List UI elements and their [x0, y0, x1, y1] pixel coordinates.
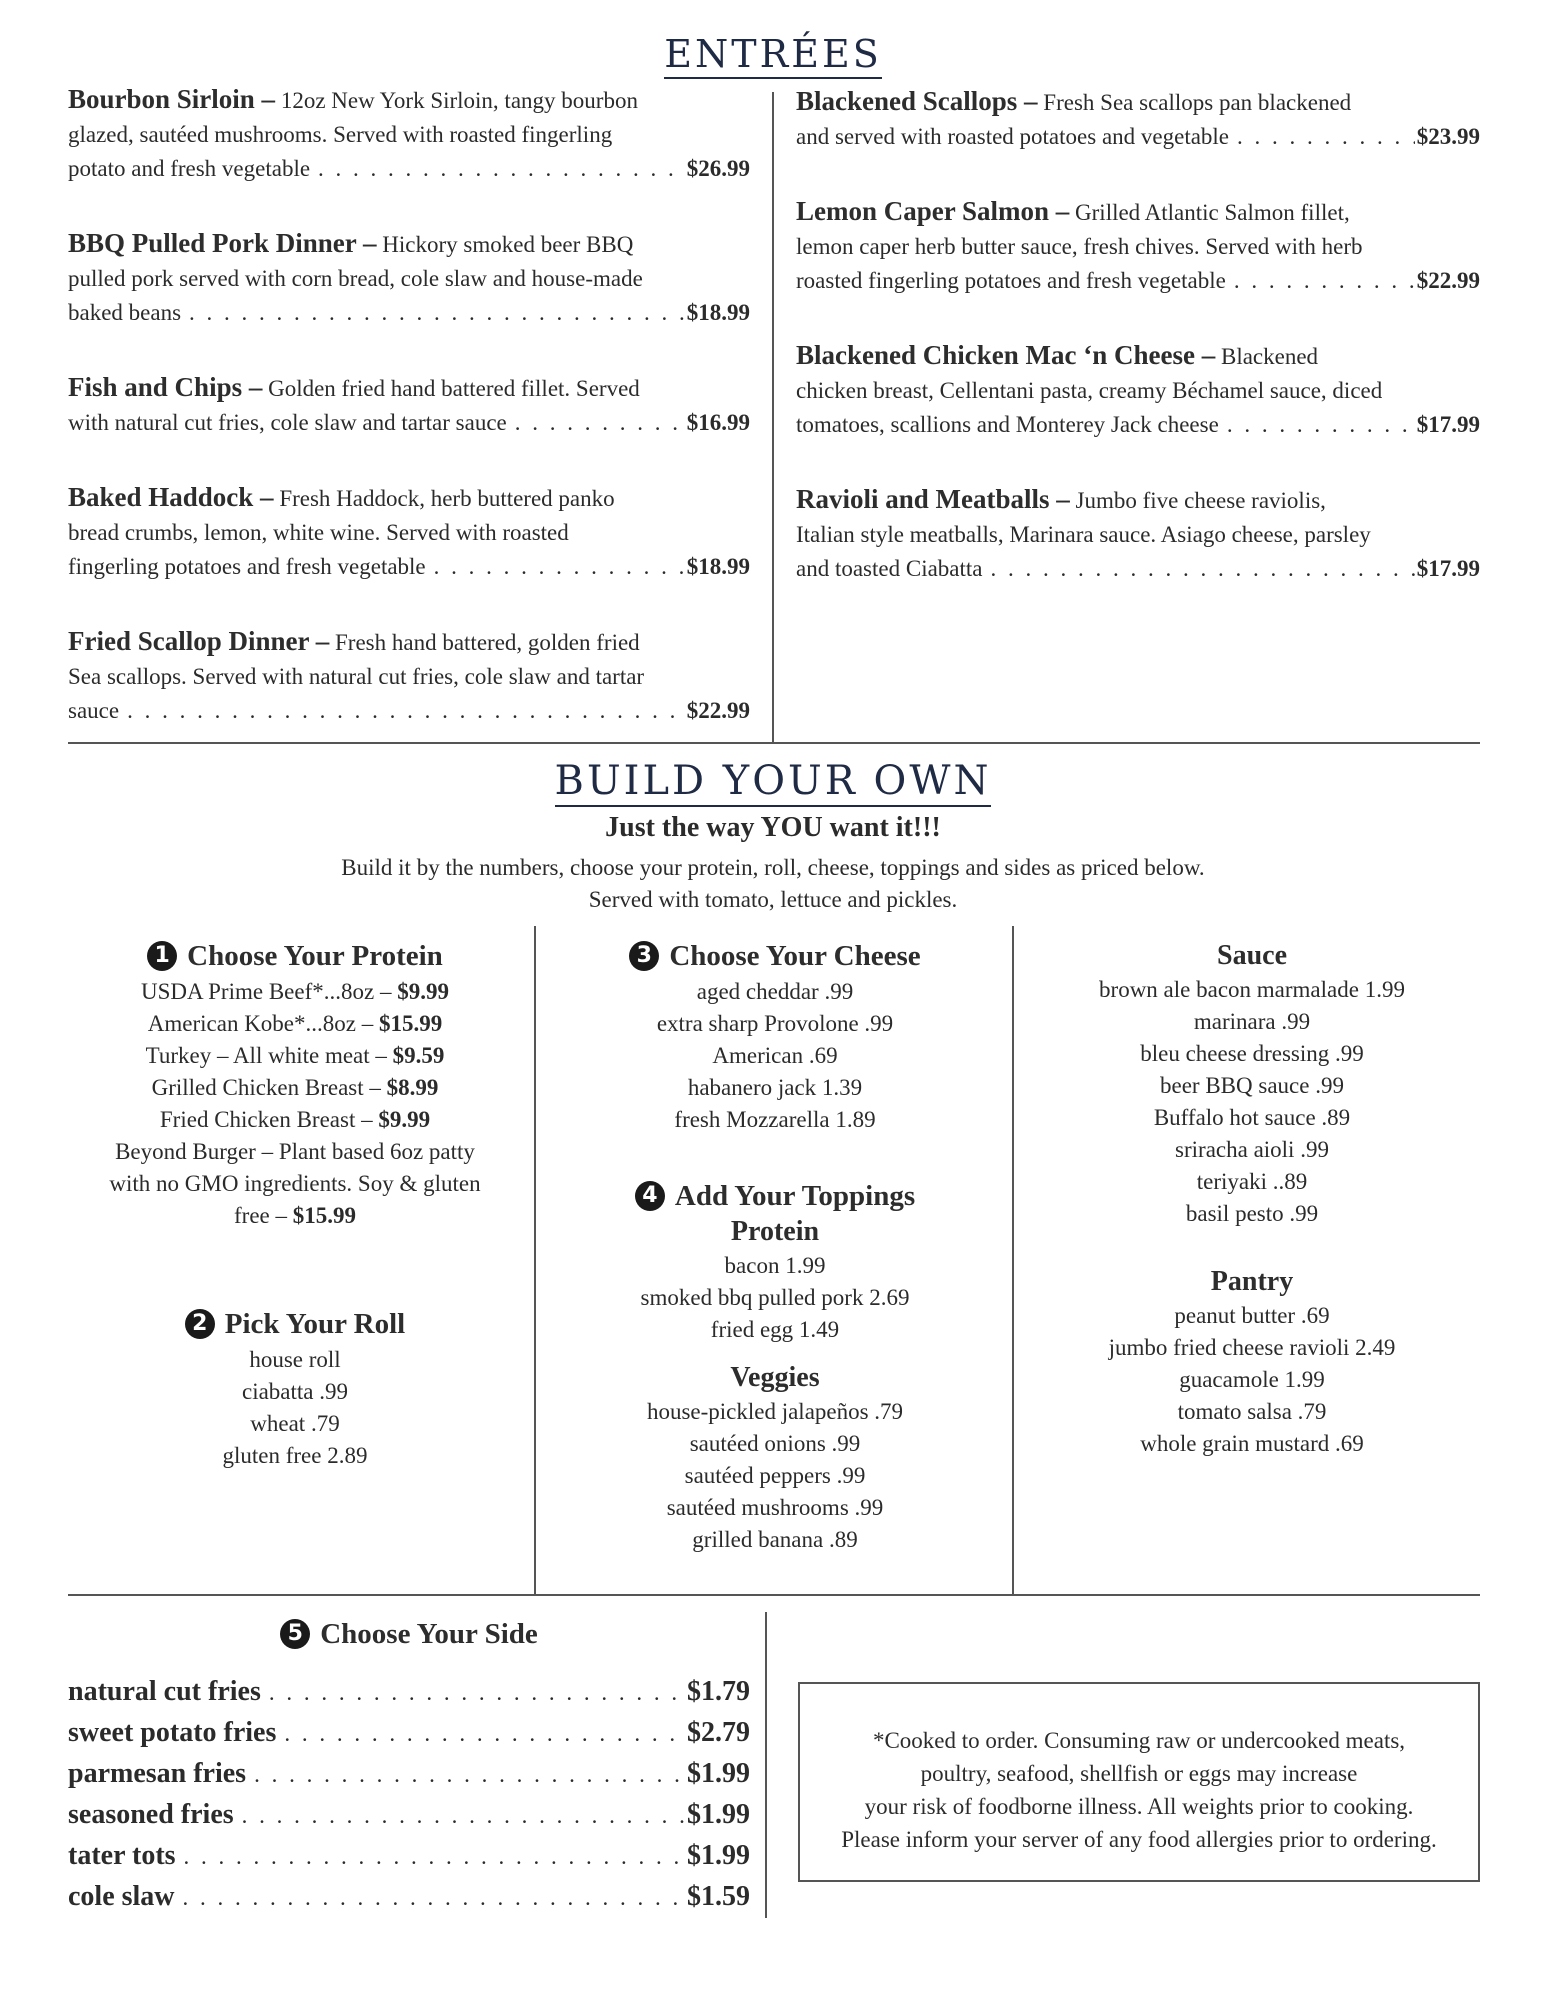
topping-option: house-pickled jalapeños .79 — [646, 1399, 904, 1424]
entree-name: BBQ Pulled Pork Dinner – — [68, 228, 377, 258]
number-2-icon: 2 — [185, 1309, 215, 1339]
side-item: sweet potato fries . . . $2.79 — [68, 1713, 750, 1754]
entree-name: Blackened Scallops – — [796, 86, 1038, 116]
protein-option-beyond: Beyond Burger – Plant based 6oz patty — [115, 1139, 475, 1164]
topping-option: sautéed mushrooms .99 — [666, 1495, 884, 1520]
number-4-icon: 4 — [635, 1181, 665, 1211]
toppings-heading: 4 Add Your Toppings — [548, 1180, 1002, 1212]
side-list — [68, 1672, 750, 1918]
pantry-option: peanut butter .69 — [1174, 1303, 1330, 1328]
toppings-veggies-heading: Veggies — [730, 1362, 820, 1393]
pantry-option: guacamole 1.99 — [1179, 1367, 1325, 1392]
entree-item: Bourbon Sirloin – 12oz New York Sirloin, tangy bourbon glazed, sautéed mushrooms. Served with roasted fingerling potato and fresh vegetable . . . $26.99 — [68, 82, 750, 186]
entree-item: Ravioli and Meatballs – Jumbo five cheese raviolis, Italian style meatballs, Marinara sauce. Asiago cheese, parsley and toasted Ciabatta . . . $17.99 — [796, 482, 1480, 586]
entree-price: $18.99 — [686, 554, 750, 579]
entree-price: $17.99 — [1416, 556, 1480, 581]
section-divider-bottom — [68, 1594, 1480, 1596]
topping-option: smoked bbq pulled pork 2.69 — [640, 1285, 910, 1310]
entree-price: $18.99 — [686, 300, 750, 325]
section-divider-top — [68, 742, 1480, 744]
side-item: seasoned fries . . . $1.99 — [68, 1795, 750, 1836]
sauce-option: basil pesto .99 — [1185, 1201, 1319, 1226]
entree-name: Fried Scallop Dinner – — [68, 626, 330, 656]
pantry-heading: Pantry — [1210, 1266, 1294, 1297]
cheese-option: American .69 — [712, 1043, 838, 1068]
entree-price: $17.99 — [1416, 412, 1480, 437]
protein-heading: 1 Choose Your Protein — [68, 940, 522, 972]
build-your-own-subtitle: Just the way YOU want it!!! — [605, 812, 941, 843]
side-item: tater tots . . . $1.99 — [68, 1836, 750, 1877]
pantry-section — [1024, 1266, 1480, 1460]
sauce-option: bleu cheese dressing .99 — [1140, 1041, 1364, 1066]
entree-name: Blackened Chicken Mac ‘n Cheese – — [796, 340, 1216, 370]
entree-price: $23.99 — [1416, 124, 1480, 149]
pantry-option: whole grain mustard .69 — [1140, 1431, 1364, 1456]
side-item: cole slaw . . . $1.59 — [68, 1877, 750, 1918]
entrees-divider — [772, 92, 774, 742]
protein-option: Grilled Chicken Breast – $8.99 — [151, 1075, 439, 1100]
protein-option: USDA Prime Beef*...8oz – $9.99 — [141, 979, 449, 1004]
topping-option: sautéed peppers .99 — [684, 1463, 866, 1488]
sauce-option: brown ale bacon marmalade 1.99 — [1099, 977, 1405, 1002]
build-your-own-description: Build it by the numbers, choose your protein, roll, cheese, toppings and sides as priced below. Served with tomato, lettuce and pickles. — [341, 855, 1205, 912]
sauce-option: Buffalo hot sauce .89 — [1153, 1105, 1351, 1130]
byo-divider-left — [534, 926, 536, 1594]
entree-item: Fish and Chips – Golden fried hand battered fillet. Served with natural cut fries, cole slaw and tartar sauce . . . $16.99 — [68, 370, 750, 440]
entree-price: $26.99 — [686, 156, 750, 181]
protein-option: Fried Chicken Breast – $9.99 — [159, 1107, 431, 1132]
number-1-icon: 1 — [147, 941, 177, 971]
entree-name: Bourbon Sirloin – — [68, 84, 276, 114]
cheese-option: fresh Mozzarella 1.89 — [674, 1107, 876, 1132]
allergy-disclaimer: *Cooked to order. Consuming raw or undercooked meats, poultry, seafood, shellfish or eggs may increase your risk of foodborne illness. All weights prior to cooking. Please inform your server of any food allergies prior to ordering. — [798, 1682, 1480, 1882]
pantry-option: jumbo fried cheese ravioli 2.49 — [1108, 1335, 1396, 1360]
topping-option: sautéed onions .99 — [689, 1431, 861, 1456]
entree-price: $22.99 — [1416, 268, 1480, 293]
roll-heading: 2 Pick Your Roll — [68, 1308, 522, 1340]
entree-item: Lemon Caper Salmon – Grilled Atlantic Salmon fillet, lemon caper herb butter sauce, fresh chives. Served with herb roasted fingerling potatoes and fresh vegetable . . . $22.99 — [796, 194, 1480, 298]
toppings-protein-heading: Protein — [730, 1216, 820, 1247]
pantry-option: tomato salsa .79 — [1177, 1399, 1327, 1424]
cheese-heading: 3 Choose Your Cheese — [548, 940, 1002, 972]
entree-price: $22.99 — [686, 698, 750, 723]
roll-section — [68, 1308, 522, 1472]
side-item: parmesan fries . . . $1.99 — [68, 1754, 750, 1795]
entree-item: BBQ Pulled Pork Dinner – Hickory smoked beer BBQ pulled pork served with corn bread, cole slaw and house-made baked beans . . . $18.99 — [68, 226, 750, 330]
entree-item: Fried Scallop Dinner – Fresh hand battered, golden fried Sea scallops. Served with natural cut fries, cole slaw and tartar sauce . . . $22.99 — [68, 624, 750, 728]
sauce-heading: Sauce — [1217, 940, 1287, 971]
roll-option: wheat .79 — [250, 1411, 340, 1436]
entrees-right-column — [796, 84, 1480, 626]
roll-option: ciabatta .99 — [241, 1379, 348, 1404]
protein-section: 1 Choose Your Protein USDA Prime Beef*...8oz – $9.99 American Kobe*...8oz – $15.99 Turkey – All white meat – $9.59 Grilled Chicken Breast – $8.99 Fried Chicken Breast – $9.99 Beyond Burger – Plant based 6oz patty with no GMO ingredients. Soy & gluten free – $15.99 — [68, 940, 522, 1232]
side-section-heading — [68, 1618, 750, 1654]
roll-option: house roll — [249, 1347, 341, 1372]
entree-item: Blackened Chicken Mac ‘n Cheese – Blackened chicken breast, Cellentani pasta, creamy Béchamel sauce, diced tomatoes, scallions and Monterey Jack cheese . . . $17.99 — [796, 338, 1480, 442]
byo-divider-right — [1012, 926, 1014, 1594]
number-3-icon: 3 — [629, 941, 659, 971]
sauce-option: teriyaki ..89 — [1196, 1169, 1308, 1194]
cheese-option: extra sharp Provolone .99 — [656, 1011, 894, 1036]
sauce-option: sriracha aioli .99 — [1175, 1137, 1329, 1162]
sides-divider — [765, 1612, 767, 1918]
entree-name: Ravioli and Meatballs – — [796, 484, 1070, 514]
sauce-option: beer BBQ sauce .99 — [1160, 1073, 1344, 1098]
side-heading: 5 Choose Your Side — [68, 1618, 750, 1650]
entree-name: Lemon Caper Salmon – — [796, 196, 1070, 226]
cheese-option: aged cheddar .99 — [696, 979, 854, 1004]
topping-option: fried egg 1.49 — [710, 1317, 840, 1342]
sauce-option: marinara .99 — [1193, 1009, 1311, 1034]
protein-option: Turkey – All white meat – $9.59 — [145, 1043, 445, 1068]
topping-option: grilled banana .89 — [692, 1527, 858, 1552]
entrees-title: ENTRÉES — [0, 32, 1546, 76]
roll-option: gluten free 2.89 — [222, 1443, 368, 1468]
build-your-own-title: BUILD YOUR OWN — [0, 758, 1546, 804]
topping-option: bacon 1.99 — [724, 1253, 826, 1278]
entree-item: Blackened Scallops – Fresh Sea scallops pan blackened and served with roasted potatoes and vegetable . . . $23.99 — [796, 84, 1480, 154]
sauce-section — [1024, 940, 1480, 1230]
number-5-icon: 5 — [280, 1619, 310, 1649]
entree-name: Fish and Chips – — [68, 372, 263, 402]
entree-price: $16.99 — [686, 410, 750, 435]
entree-item: Baked Haddock – Fresh Haddock, herb buttered panko bread crumbs, lemon, white wine. Served with roasted fingerling potatoes and fresh vegetable . . . $18.99 — [68, 480, 750, 584]
side-item: natural cut fries . . . $1.79 — [68, 1672, 750, 1713]
cheese-section — [548, 940, 1002, 1136]
toppings-section — [548, 1180, 1002, 1556]
protein-option: American Kobe*...8oz – $15.99 — [147, 1011, 443, 1036]
cheese-option: habanero jack 1.39 — [687, 1075, 863, 1100]
entrees-left-column — [68, 82, 750, 768]
entree-name: Baked Haddock – — [68, 482, 274, 512]
